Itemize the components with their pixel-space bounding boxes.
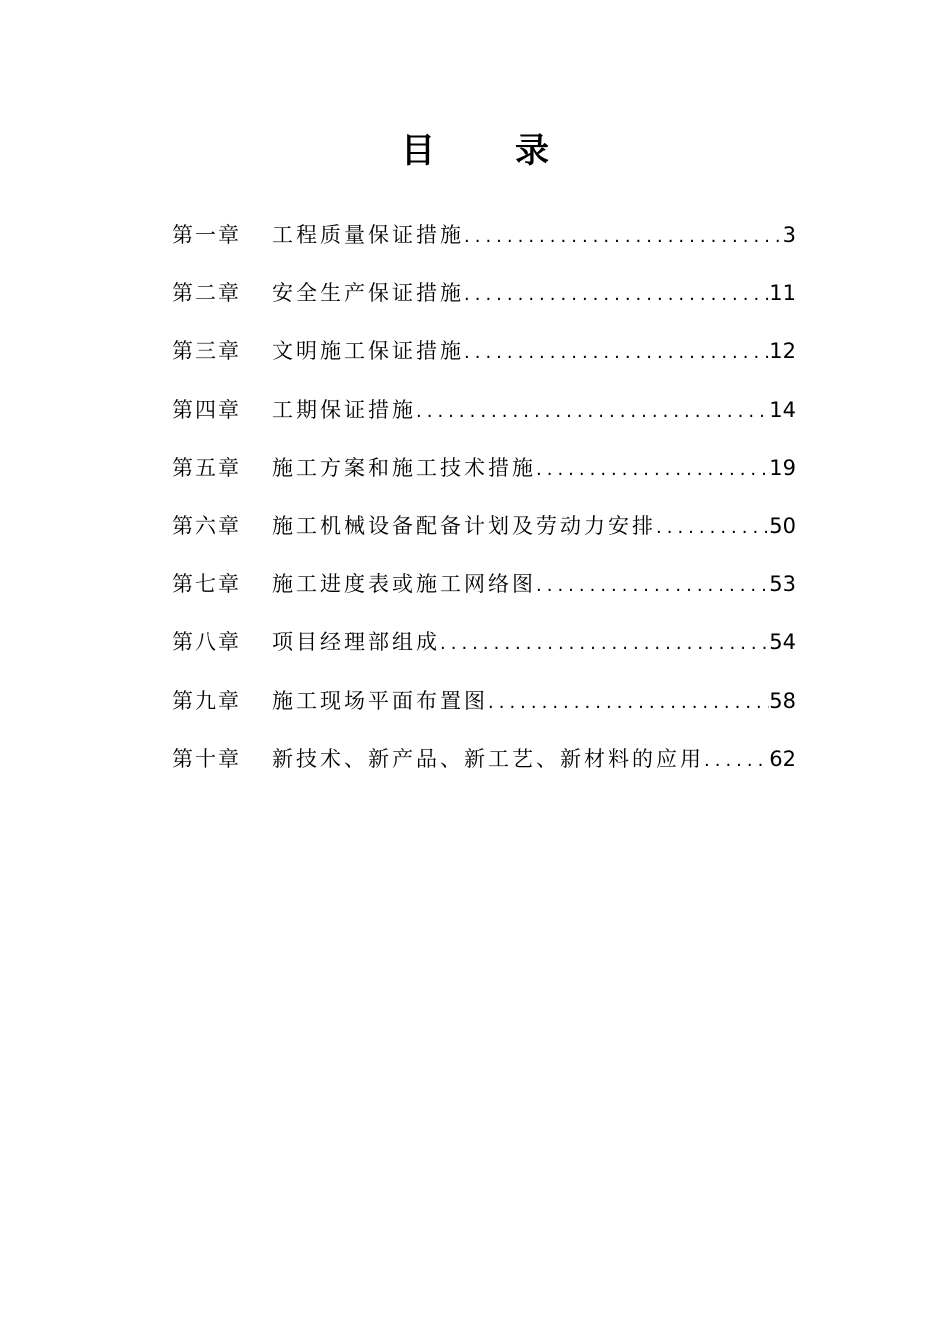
toc-chapter-number: 第十章: [172, 746, 241, 771]
toc-chapter-title: 项目经理部组成: [272, 630, 440, 655]
toc-page-number: 50: [769, 513, 796, 538]
toc-entry-7[interactable]: [172, 561, 796, 619]
toc-chapter-title: 文明施工保证措施: [272, 339, 464, 364]
toc-page-number: 14: [769, 397, 796, 422]
toc-chapter-title: 施工方案和施工技术措施: [272, 455, 536, 480]
toc-entry-9[interactable]: [172, 678, 796, 736]
toc-chapter-title: 工程质量保证措施: [272, 223, 464, 247]
toc-dot-leader: [536, 563, 769, 609]
toc-chapter-title: 施工机械设备配备计划及劳动力安排: [272, 513, 656, 538]
toc-page-number: 3: [782, 223, 796, 247]
toc-dot-leader: [536, 447, 769, 493]
toc-chapter-number: 第一章: [172, 223, 241, 247]
toc-chapter-title: 新技术、新产品、新工艺、新材料的应用: [272, 746, 704, 771]
toc-chapter-title: 工期保证措施: [272, 397, 416, 422]
toc-page-number: 54: [769, 630, 796, 655]
toc-dot-leader: [464, 214, 783, 260]
toc-page-number: 58: [769, 688, 796, 713]
toc-chapter-title: 安全生产保证措施: [272, 281, 464, 306]
toc-dot-leader: [416, 389, 769, 435]
toc-chapter-number: 第四章: [172, 397, 241, 422]
toc-chapter-number: 第九章: [172, 688, 241, 713]
toc-entry-1[interactable]: [172, 212, 796, 270]
toc-page-number: 11: [769, 281, 796, 306]
toc-chapter-number: 第五章: [172, 455, 241, 480]
toc-chapter-number: 第七章: [172, 572, 241, 597]
toc-entry-8[interactable]: [172, 619, 796, 677]
toc-page-number: 19: [769, 455, 796, 480]
toc-entry-6[interactable]: [172, 503, 796, 561]
toc-dot-leader: [464, 330, 769, 376]
toc-chapter-number: 第三章: [172, 339, 241, 364]
toc-entry-3[interactable]: [172, 328, 796, 386]
toc-entry-5[interactable]: [172, 445, 796, 503]
toc-dot-leader: [464, 272, 769, 318]
toc-chapter-title: 施工现场平面布置图: [272, 688, 488, 713]
toc-chapter-number: 第六章: [172, 513, 241, 538]
toc-chapter-number: 第二章: [172, 281, 241, 306]
toc-chapter-number: 第八章: [172, 630, 241, 655]
toc-page-number: 53: [769, 572, 796, 597]
toc-entry-4[interactable]: [172, 387, 796, 445]
toc-chapter-title: 施工进度表或施工网络图: [272, 572, 536, 597]
toc-dot-leader: [704, 738, 769, 784]
table-of-contents: [172, 212, 796, 794]
toc-page-number: 12: [769, 339, 796, 364]
toc-page-number: 62: [769, 746, 796, 771]
toc-entry-2[interactable]: [172, 270, 796, 328]
toc-dot-leader: [440, 621, 769, 667]
toc-dot-leader: [488, 680, 769, 726]
toc-entry-10[interactable]: [172, 736, 796, 794]
toc-heading: 目录: [401, 131, 629, 171]
toc-dot-leader: [656, 505, 769, 551]
